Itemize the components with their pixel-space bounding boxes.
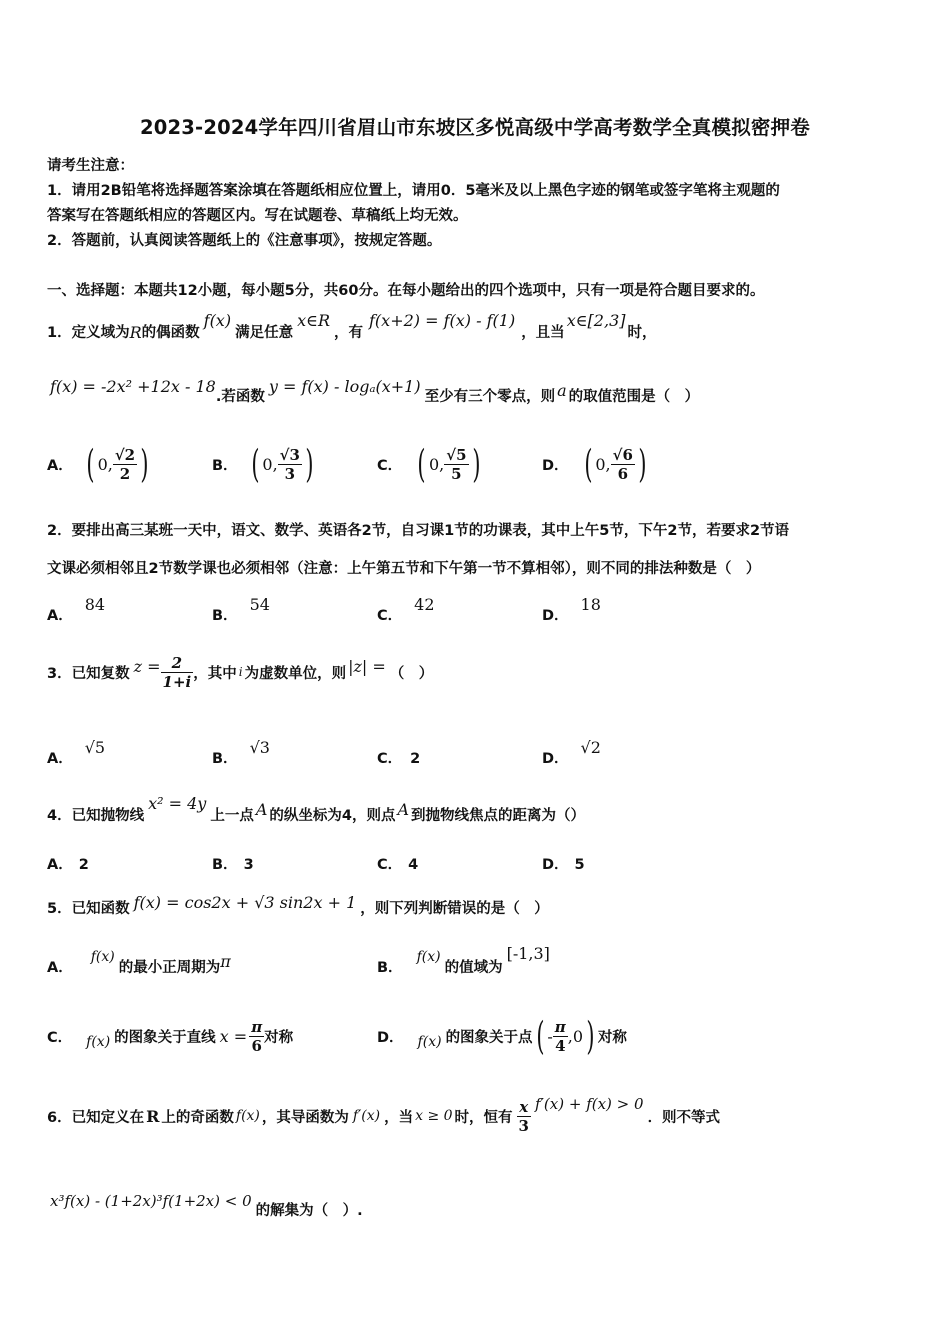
q6-text: 的解集为（ ）.	[255, 1203, 363, 1219]
option-label: D．	[542, 608, 569, 624]
q3-fraction	[161, 654, 194, 691]
fraction-denominator: 4	[555, 1036, 566, 1055]
option-value: 5	[574, 857, 585, 873]
q1-condition: x∈R	[297, 311, 330, 330]
q3-option-c[interactable]	[377, 747, 420, 768]
option-label: B．	[212, 608, 238, 624]
q2-option-d[interactable]	[542, 595, 601, 625]
question-2-line-1: 2．要排出高三某班一天中，语文、数学、英语各2节，自习课1节的功课表，其中上午5节，下午2节，若要求2节语	[47, 523, 790, 539]
notice-line-1: 1．请用2B铅笔将选择题答案涂填在答题纸相应位置上，请用0．5毫米及以上黑色字迹的钢笔或签字笔将主观题的	[47, 183, 780, 199]
open-paren-icon: (	[250, 442, 260, 486]
option-label: B．	[212, 857, 238, 873]
fraction-denominator: 2	[119, 464, 131, 483]
option-label: D．	[377, 1029, 404, 1046]
q1-option-d[interactable]	[542, 436, 650, 492]
q6-text: 上的奇函数	[161, 1109, 234, 1126]
q1-function: f(x)	[203, 311, 232, 330]
option-label: A．	[47, 751, 73, 767]
q2-option-c[interactable]	[377, 595, 435, 625]
fraction-denominator: 3	[284, 464, 296, 483]
q4-text: 到抛物线焦点的距离为（）	[411, 808, 586, 824]
notice-line-2: 答案写在答题纸相应的答题区内。写在试题卷、草稿纸上均无效。	[47, 208, 468, 224]
q6-function: f(x)	[235, 1108, 260, 1124]
q1-text: 1．定义域为	[47, 325, 130, 341]
q1-text: ，有	[334, 325, 363, 341]
option-value: 54	[249, 595, 270, 614]
question-1-line-1	[47, 300, 656, 346]
q4-text: 4．已知抛物线	[47, 808, 145, 824]
close-paren-icon: )	[586, 1014, 595, 1058]
option-label: B．	[212, 457, 238, 474]
fraction-numerator: √2	[114, 445, 136, 464]
q4-option-a[interactable]	[47, 853, 89, 874]
question-1-line-2	[50, 370, 699, 410]
q6-derivative: f′(x)	[352, 1108, 381, 1124]
fraction-numerator: 2	[161, 654, 194, 673]
q4-point-a: A	[397, 800, 410, 819]
fraction-denominator: 6	[617, 464, 628, 483]
option-suffix: ,0	[567, 1026, 584, 1046]
q5-option-a[interactable]	[47, 943, 231, 977]
question-4	[47, 795, 585, 825]
fraction-denominator: 6	[251, 1036, 262, 1055]
notice-heading: 请考生注意：	[47, 158, 134, 174]
notice-line-3: 2．答题前，认真阅读答题纸上的《注意事项》，按规定答题。	[47, 233, 442, 249]
q6-target-inequality: x³f(x) - (1+2x)³f(1+2x) < 0	[50, 1192, 252, 1210]
close-paren-icon: )	[471, 442, 481, 486]
q6-text: ．则不等式	[647, 1109, 721, 1126]
q3-option-b[interactable]	[212, 738, 270, 768]
q4-text: 上一点	[210, 808, 254, 824]
option-value: √3	[249, 738, 270, 757]
q5-option-b[interactable]	[377, 943, 550, 977]
open-paren-icon: (	[86, 442, 95, 486]
q6-fraction	[517, 1098, 531, 1135]
question-5	[47, 888, 549, 918]
option-label: C．	[377, 457, 403, 474]
q3-option-a[interactable]	[47, 738, 106, 768]
option-label: C．	[377, 857, 403, 873]
option-fraction	[249, 1018, 264, 1055]
option-value: 84	[84, 595, 106, 614]
section-heading: 一、选择题：本题共12小题，每小题5分，共60分。在每小题给出的四个选项中，只有一项是符合题目要求的。	[47, 283, 765, 299]
q1-text: ，且当	[521, 325, 565, 341]
question-6-line-2	[50, 1186, 363, 1220]
q4-equation: x² = 4y	[148, 794, 207, 813]
option-label: A．	[47, 960, 73, 976]
fraction-numerator: π	[554, 1017, 566, 1036]
fraction-denominator: 1+i	[162, 672, 192, 691]
option-text: 的图象关于点	[445, 1029, 533, 1046]
option-label: B．	[377, 960, 403, 976]
q2-option-b[interactable]	[212, 595, 270, 625]
q1-condition-2: x∈[2,3]	[566, 311, 626, 330]
option-label: D．	[542, 751, 569, 767]
q1-text: 满足任意	[235, 325, 294, 341]
option-prefix: 0,	[428, 454, 445, 474]
option-fraction	[113, 446, 137, 483]
option-value: 2	[410, 751, 421, 767]
q5-option-d[interactable]	[377, 1008, 627, 1064]
fraction-numerator: √6	[612, 445, 633, 464]
fraction-numerator: √5	[446, 445, 467, 464]
option-fraction	[553, 1018, 568, 1055]
q6-reals: R	[146, 1106, 160, 1126]
option-value: π	[220, 952, 231, 971]
option-label: C．	[47, 1029, 73, 1046]
q1-text: 时，	[627, 325, 657, 341]
open-paren-icon: (	[535, 1014, 545, 1058]
q1-variable-a: a	[557, 381, 567, 400]
option-label: D．	[542, 457, 569, 474]
q1-option-a[interactable]	[47, 436, 152, 492]
q6-condition: x ≥ 0	[415, 1108, 453, 1124]
q3-text: 为虚数单位，则	[244, 665, 347, 682]
q4-point-a: A	[255, 800, 268, 819]
open-paren-icon: (	[583, 442, 593, 486]
option-function: f(x)	[90, 949, 115, 965]
option-text: 的最小正周期为	[118, 960, 221, 976]
option-value: 4	[408, 857, 419, 873]
option-value: 42	[414, 595, 435, 614]
option-text: 对称	[597, 1029, 627, 1046]
question-2-line-2: 文课必须相邻且2节数学课也必须相邻（注意：上午第五节和下午第一节不算相邻），则不同的排法种数是（ ）	[47, 561, 761, 577]
q4-option-d[interactable]	[542, 853, 585, 874]
q2-option-a[interactable]	[47, 595, 106, 625]
close-paren-icon: )	[305, 442, 314, 486]
option-prefix: 0,	[97, 454, 113, 474]
option-fraction	[278, 446, 302, 483]
fraction-numerator: x	[517, 1098, 531, 1117]
fraction-numerator: √3	[279, 445, 300, 464]
q5-equation: f(x) = cos2x + √3 sin2x + 1	[133, 893, 357, 912]
option-fraction	[611, 446, 635, 483]
option-value: √2	[580, 738, 601, 757]
q3-option-d[interactable]	[542, 738, 601, 768]
q1-option-c[interactable]	[377, 436, 483, 492]
fraction-denominator: 3	[518, 1116, 529, 1135]
q3-text: 3．已知复数	[47, 665, 130, 682]
q1-text: 的偶函数	[141, 325, 200, 341]
q1-equation-3: y = f(x) - logₐ(x+1)	[268, 377, 421, 396]
option-label: B．	[212, 751, 238, 767]
q4-text: 的纵坐标为4，则点	[269, 808, 396, 824]
option-value: 18	[580, 595, 601, 614]
option-value: √5	[84, 738, 106, 757]
option-prefix: 0,	[262, 454, 278, 474]
fraction-numerator: π	[251, 1017, 263, 1036]
close-paren-icon: )	[638, 442, 647, 486]
option-variable: x =	[219, 1026, 248, 1046]
question-6-line-1	[47, 1092, 720, 1140]
q6-text: 6．已知定义在	[47, 1109, 145, 1126]
option-label: A．	[47, 457, 73, 474]
q4-option-c[interactable]	[377, 853, 418, 874]
q1-text: .若函数	[215, 389, 265, 405]
option-sign: -	[547, 1026, 553, 1046]
q6-inequality: f′(x) + f(x) > 0	[534, 1095, 644, 1113]
q5-text: ，则下列判断错误的是（ ）	[360, 901, 549, 917]
q1-text: 至少有三个零点，则	[424, 389, 556, 405]
option-text: 对称	[264, 1029, 294, 1046]
option-label: C．	[377, 751, 403, 767]
option-text: 的值域为	[444, 960, 503, 976]
q1-equation-1: f(x+2) = f(x) - f(1)	[369, 311, 516, 330]
option-function: f(x)	[86, 1034, 111, 1050]
q1-text: 的取值范围是（ ）	[568, 389, 700, 405]
question-3	[47, 650, 433, 694]
close-paren-icon: )	[140, 442, 149, 486]
q4-option-b[interactable]	[212, 853, 254, 874]
option-fraction	[444, 446, 468, 483]
q1-domain-r: R	[129, 323, 142, 342]
option-text: 的图象关于直线	[114, 1029, 216, 1046]
option-value: 3	[243, 857, 254, 873]
q5-option-c[interactable]	[47, 1012, 293, 1060]
option-value: 2	[78, 857, 89, 873]
open-paren-icon: (	[417, 442, 426, 486]
option-label: C．	[377, 608, 403, 624]
q1-option-b[interactable]	[212, 436, 317, 492]
option-value: [-1,3]	[506, 944, 550, 963]
q6-text: ，当	[384, 1109, 414, 1126]
page-title: 2023-2024学年四川省眉山市东坡区多悦高级中学高考数学全真模拟密押卷	[139, 116, 811, 139]
q3-imaginary-unit: i	[238, 665, 243, 679]
q5-text: 5．已知函数	[47, 901, 130, 917]
q3-text: ，其中	[193, 665, 237, 682]
q3-text: （ ）	[389, 665, 434, 682]
q1-equation-2: f(x) = -2x² +12x - 18	[50, 377, 216, 396]
option-prefix: 0,	[595, 454, 611, 474]
option-function: f(x)	[417, 1034, 442, 1050]
option-function: f(x)	[416, 949, 441, 965]
q6-text: ，其导函数为	[261, 1109, 349, 1126]
q6-text: 时，恒有	[454, 1109, 513, 1126]
fraction-denominator: 5	[451, 464, 462, 483]
option-label: D．	[542, 857, 569, 873]
option-label: A．	[47, 857, 73, 873]
q3-modulus: |z| =	[348, 656, 386, 676]
option-label: A．	[47, 608, 73, 624]
q3-z: z =	[133, 656, 161, 676]
